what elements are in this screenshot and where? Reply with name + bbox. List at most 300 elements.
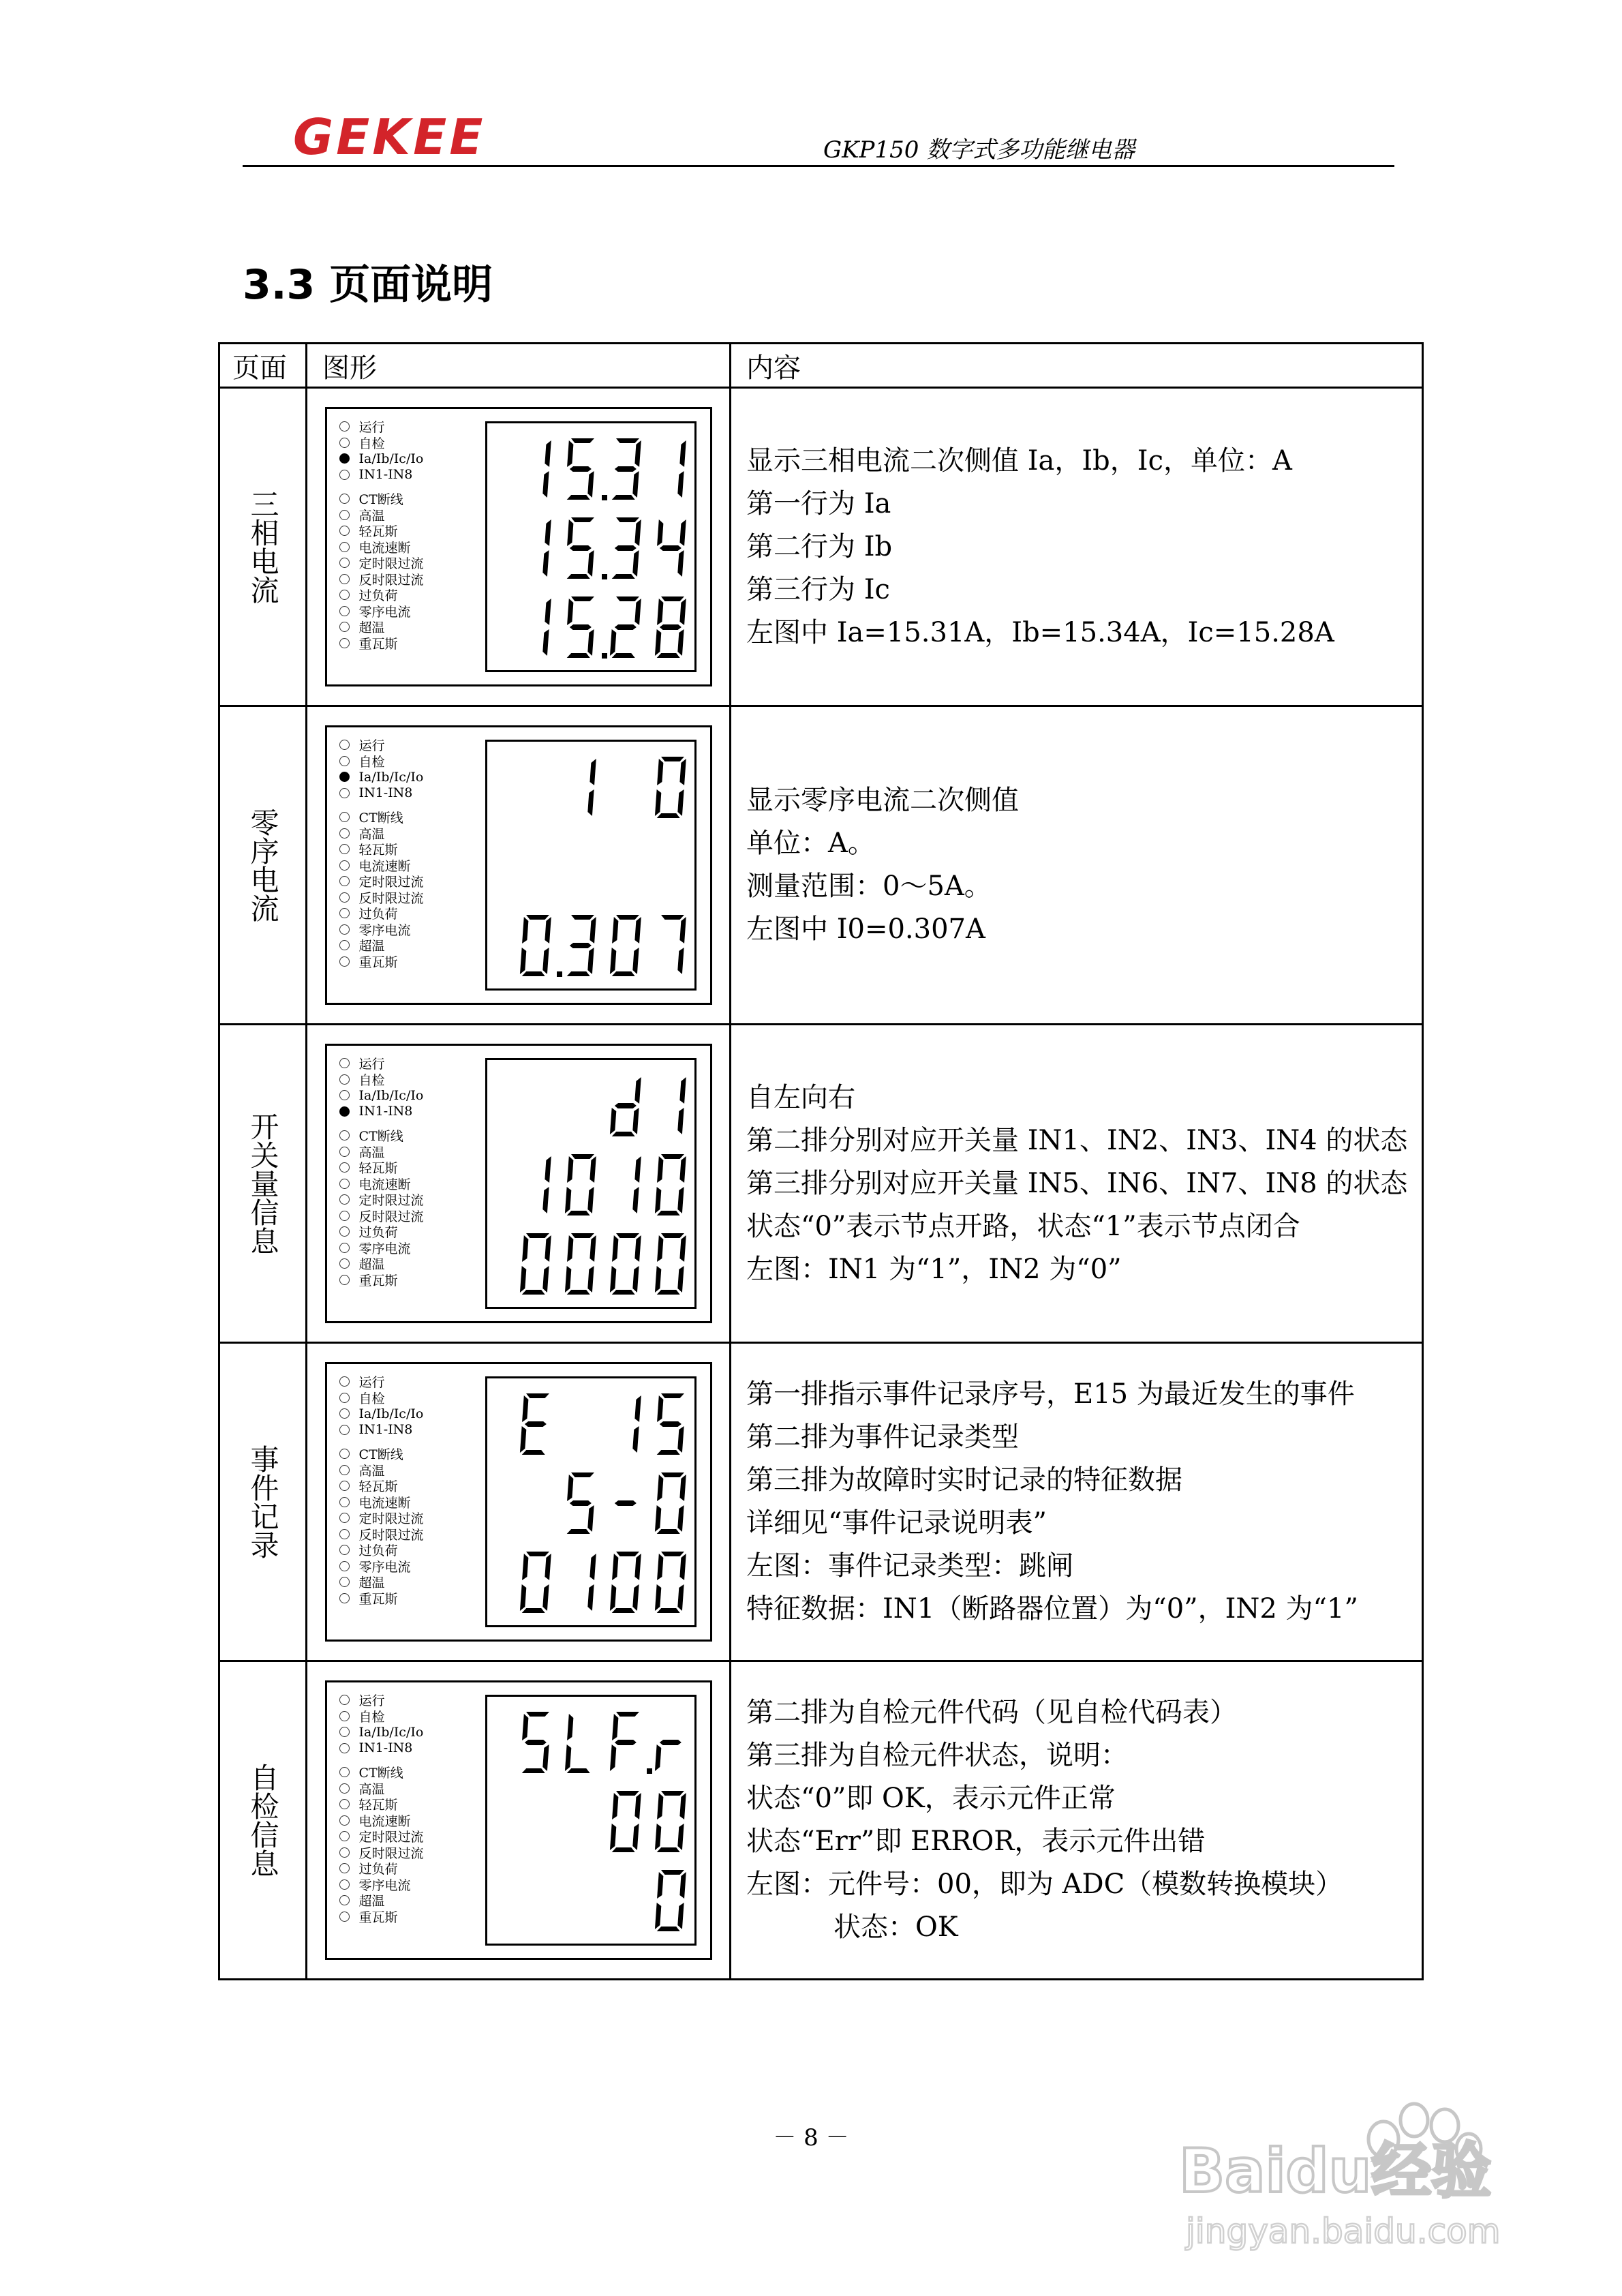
lcd-segment	[525, 1233, 549, 1238]
indicator-led	[339, 435, 469, 451]
lcd-digit	[609, 1791, 641, 1852]
led-off-icon	[339, 1577, 350, 1587]
lcd-segment	[679, 1554, 686, 1580]
lcd-segment	[525, 1552, 549, 1556]
lcd-segment	[634, 1395, 641, 1422]
led-label: 自检	[358, 1072, 385, 1088]
led-off-icon	[339, 1465, 350, 1475]
content-line: 第二排分别对应开关量 IN1、IN2、IN3、IN4 的状态	[746, 1124, 1408, 1156]
indicator-led	[339, 1446, 469, 1462]
content-cell	[731, 388, 1423, 706]
lcd-segment	[634, 1793, 641, 1819]
indicator-led	[339, 1845, 469, 1861]
indicator-led	[339, 1740, 469, 1757]
lcd-segment	[545, 519, 551, 546]
lcd-segment	[632, 1426, 639, 1453]
lcd-segment	[657, 1872, 664, 1899]
led-off-icon	[339, 756, 350, 766]
lcd-segment	[542, 550, 549, 577]
content-line: 显示三相电流二次侧值 Ia，Ib，Ic，单位：A	[746, 444, 1292, 477]
lcd-segment	[679, 1077, 686, 1104]
indicator-led	[339, 954, 469, 970]
led-off-icon	[339, 1058, 350, 1068]
led-label: 电流速断	[358, 1177, 411, 1192]
lcd-digit	[677, 1077, 686, 1134]
lcd-segment	[615, 1233, 639, 1238]
page-name: 零序电流	[246, 808, 280, 922]
led-label: 零序电流	[358, 1241, 411, 1256]
led-off-icon	[339, 526, 350, 536]
led-off-icon	[339, 828, 350, 839]
column-header-figure: 图形	[307, 344, 731, 388]
lcd-segment	[677, 1108, 684, 1134]
lcd-display	[485, 1376, 697, 1627]
lcd-digit	[519, 1393, 549, 1455]
lcd-segment	[542, 1584, 549, 1611]
lcd-segment	[521, 1768, 545, 1773]
lcd-segment	[632, 550, 639, 577]
lcd-segment	[612, 1554, 619, 1580]
led-off-icon	[339, 494, 350, 504]
indicator-led	[339, 1510, 469, 1526]
indicator-led	[339, 841, 469, 858]
indicator-led	[339, 603, 469, 620]
brand-text: GEKEE	[293, 109, 486, 164]
led-off-icon	[339, 788, 350, 798]
lcd-digit	[519, 1712, 551, 1773]
indicator-led	[339, 826, 469, 842]
led-label: 定时限过流	[358, 875, 424, 890]
led-off-icon	[339, 1449, 350, 1459]
lcd-segment	[611, 574, 634, 579]
lcd-segment	[679, 519, 686, 546]
indicator-led	[339, 507, 469, 524]
indicator-led	[339, 491, 469, 507]
lcd-segment	[519, 1426, 526, 1453]
lcd-segment	[634, 440, 641, 467]
lcd-segment	[569, 545, 592, 551]
led-off-icon	[339, 1497, 350, 1507]
lcd-segment	[570, 596, 594, 601]
led-off-icon	[339, 574, 350, 584]
lcd-segment	[522, 1714, 529, 1740]
led-label: 零序电流	[358, 604, 411, 620]
indicator-led	[339, 1478, 469, 1494]
indicator-led	[339, 785, 469, 802]
lcd-segment	[525, 915, 549, 920]
indicator-led	[339, 1813, 469, 1829]
lcd-segment	[660, 1472, 684, 1477]
lcd-segment	[570, 1233, 594, 1238]
lcd-segment	[615, 1791, 639, 1796]
lcd-segment	[521, 971, 545, 976]
led-label: 高温	[358, 1781, 385, 1797]
lcd-segment	[545, 1235, 551, 1262]
lcd-segments	[487, 423, 694, 670]
led-label: 高温	[358, 1463, 385, 1479]
indicator-led	[339, 1374, 469, 1390]
lcd-segment	[654, 1824, 661, 1850]
indicator-led	[339, 1390, 469, 1406]
lcd-digit	[519, 915, 551, 976]
lcd-segment	[542, 1266, 549, 1293]
lcd-segment	[545, 1156, 551, 1183]
lcd-decimal-point	[602, 653, 607, 659]
lcd-digit	[519, 1233, 551, 1295]
led-off-icon	[339, 1258, 350, 1269]
lcd-segment	[654, 1744, 661, 1771]
led-off-icon	[339, 638, 350, 648]
indicator-led	[339, 873, 469, 890]
lcd-digit	[654, 757, 686, 818]
led-off-icon	[339, 1147, 350, 1157]
content-line: 第三排分别对应开关量 IN5、IN6、IN7、IN8 的状态	[746, 1167, 1408, 1199]
lcd-segment	[677, 471, 684, 498]
led-label: 运行	[358, 1057, 385, 1072]
lcd-digit	[654, 1791, 686, 1852]
led-label: IN1-IN8	[358, 1422, 413, 1438]
lcd-segment	[660, 1791, 684, 1796]
lcd-segment	[545, 599, 551, 625]
led-off-icon	[339, 1226, 350, 1237]
lcd-segment	[657, 1156, 664, 1183]
lcd-segment	[615, 1712, 639, 1717]
led-label: 轻瓦斯	[358, 1161, 398, 1177]
baidu-watermark	[1159, 2072, 1540, 2256]
led-label: 反时限过流	[358, 572, 424, 588]
lcd-digit	[542, 440, 551, 498]
lcd-segment	[569, 943, 592, 948]
indicator-led	[339, 1055, 469, 1072]
led-label: CT断线	[358, 1129, 403, 1145]
lcd-segment	[566, 574, 590, 579]
indicator-led	[339, 1781, 469, 1797]
led-label: 过负荷	[358, 588, 398, 604]
indicator-led	[339, 467, 469, 483]
led-off-icon	[339, 1211, 350, 1221]
indicator-led	[339, 1892, 469, 1909]
lcd-segment	[611, 495, 634, 500]
led-off-icon	[339, 438, 350, 448]
lcd-segment	[587, 1266, 594, 1293]
led-off-icon	[339, 924, 350, 935]
led-label: 零序电流	[358, 1559, 411, 1575]
lcd-segment	[656, 813, 679, 818]
column-header-content: 内容	[731, 344, 1423, 388]
lcd-segment	[660, 1233, 684, 1238]
lcd-digit	[519, 1552, 551, 1613]
lcd-segment	[612, 1714, 619, 1740]
page-name-cell	[219, 1661, 307, 1980]
led-off-icon	[339, 510, 350, 520]
led-off-icon	[339, 1863, 350, 1873]
led-label: CT断线	[358, 811, 403, 826]
content-line: 第三行为 Ic	[746, 573, 890, 605]
indicator-led	[339, 1422, 469, 1438]
lcd-segment	[611, 1847, 634, 1852]
lcd-digit	[566, 915, 596, 976]
page-name-cell	[219, 706, 307, 1025]
lcd-segment	[614, 1103, 637, 1108]
content-line: 第三排为故障时实时记录的特征数据	[746, 1464, 1182, 1496]
lcd-segment	[654, 1266, 661, 1293]
led-on-icon	[339, 772, 350, 782]
lcd-segment	[660, 596, 684, 601]
lcd-segment	[679, 1793, 686, 1819]
lcd-digit	[654, 1233, 686, 1295]
led-on-icon	[339, 453, 350, 464]
led-off-icon	[339, 421, 350, 432]
led-label: 定时限过流	[358, 1830, 424, 1845]
lcd-segment	[657, 1475, 664, 1501]
lcd-segment	[634, 1077, 641, 1104]
led-label: CT断线	[358, 1447, 403, 1463]
lcd-digit	[632, 1156, 641, 1213]
lcd-segment	[679, 1475, 686, 1501]
lcd-segment	[654, 789, 661, 816]
lcd-segment	[522, 1235, 529, 1262]
lcd-segment	[677, 1824, 684, 1850]
led-label: 过负荷	[358, 1225, 398, 1241]
lcd-segment	[545, 917, 551, 943]
lcd-segment	[542, 471, 549, 498]
lcd-segment	[564, 1266, 571, 1293]
content-line: 详细见“事件记录说明表”	[746, 1507, 1047, 1539]
page-description-table	[218, 342, 1424, 1980]
table-row	[219, 706, 1423, 1025]
led-label: 运行	[358, 1375, 385, 1391]
section-title: 3.3 页面说明	[243, 261, 493, 309]
led-label: 超温	[358, 1894, 385, 1909]
lcd-segment	[677, 1505, 684, 1532]
led-off-icon	[339, 590, 350, 600]
led-label: 高温	[358, 1145, 385, 1160]
lcd-decimal-point	[557, 971, 562, 977]
led-label: 超温	[358, 1575, 385, 1591]
indicator-led	[339, 737, 469, 753]
indicator-led	[339, 1208, 469, 1224]
lcd-segment	[522, 917, 529, 943]
indicator-led	[339, 1909, 469, 1925]
lcd-segment	[659, 545, 682, 551]
indicator-led	[339, 937, 469, 954]
figure-cell	[307, 388, 731, 706]
led-label: Ia/Ib/Ic/Io	[358, 769, 424, 785]
lcd-segment	[521, 1290, 545, 1295]
lcd-segment	[654, 1505, 661, 1532]
led-label: 运行	[358, 1693, 385, 1709]
indicator-led	[339, 1272, 469, 1288]
watermark-url: jingyan.baidu.com	[1186, 2211, 1501, 2251]
lcd-digit	[564, 1472, 596, 1534]
led-label: 过负荷	[358, 1543, 398, 1559]
lcd-segment	[660, 1870, 684, 1875]
lcd-segment	[522, 1554, 529, 1580]
lcd-segment	[590, 917, 596, 943]
lcd-segment	[660, 1552, 684, 1556]
relay-front-panel	[325, 1362, 712, 1642]
page-name: 三相电流	[246, 489, 280, 604]
content-line: 第一排指示事件记录序号，E15 为最近发生的事件	[746, 1378, 1355, 1410]
lcd-segment	[522, 1395, 529, 1422]
lcd-segment	[566, 1529, 590, 1534]
lcd-digit	[587, 759, 596, 816]
lcd-segment	[657, 519, 664, 546]
led-label: Ia/Ib/Ic/Io	[358, 1724, 424, 1740]
lcd-segment	[657, 1235, 664, 1262]
indicator-led	[339, 1176, 469, 1192]
lcd-segment	[612, 917, 619, 943]
indicator-led	[339, 922, 469, 938]
lcd-segment	[634, 1554, 641, 1580]
led-label: 重瓦斯	[358, 954, 398, 970]
led-label: 轻瓦斯	[358, 524, 398, 540]
relay-front-panel	[325, 1680, 712, 1960]
lcd-segment	[660, 757, 684, 761]
content-line: 状态：OK	[833, 1912, 958, 1943]
led-label: 轻瓦斯	[358, 843, 398, 858]
led-off-icon	[339, 956, 350, 967]
lcd-segments	[487, 1378, 694, 1625]
lcd-digit	[542, 1156, 551, 1213]
led-off-icon	[339, 1162, 350, 1173]
page-name: 开关量信息	[246, 1112, 280, 1255]
led-label: 反时限过流	[358, 1209, 424, 1224]
indicator-led	[339, 858, 469, 874]
led-label: IN1-IN8	[358, 1740, 413, 1756]
lcd-segment	[542, 1744, 549, 1771]
relay-front-panel	[325, 1044, 712, 1323]
led-label: CT断线	[358, 1766, 403, 1781]
indicator-led	[339, 451, 469, 467]
led-off-icon	[339, 740, 350, 750]
lcd-digit	[564, 1714, 594, 1773]
page-number: － 8 －	[773, 2124, 849, 2151]
page-name-cell	[219, 388, 307, 706]
lcd-segment	[587, 629, 594, 656]
led-label: 重瓦斯	[358, 1909, 398, 1925]
indicator-led	[339, 1796, 469, 1813]
lcd-decimal-point	[602, 574, 607, 579]
led-off-icon	[339, 1831, 350, 1841]
lcd-segment	[632, 1824, 639, 1850]
led-off-icon	[339, 1529, 350, 1539]
lcd-segment	[521, 1608, 545, 1613]
lcd-segment	[634, 917, 641, 943]
led-label: 零序电流	[358, 1877, 411, 1893]
indicator-led	[339, 555, 469, 571]
table-row	[219, 1025, 1423, 1343]
lcd-segment	[570, 1154, 594, 1159]
lcd-digit	[609, 1077, 641, 1136]
lcd-segment	[657, 1395, 664, 1422]
lcd-digit	[609, 915, 641, 976]
lcd-digit	[654, 1472, 686, 1534]
lcd-digit	[654, 1740, 681, 1771]
led-off-icon	[339, 1912, 350, 1922]
lcd-segment	[524, 1421, 547, 1427]
lcd-digit	[614, 1500, 637, 1506]
lcd-segment	[677, 1187, 684, 1213]
lcd-segment	[615, 915, 639, 920]
led-label: 过负荷	[358, 1862, 398, 1877]
indicator-led	[339, 1072, 469, 1088]
figure-cell	[307, 1343, 731, 1661]
content-line: 单位：A。	[746, 828, 875, 859]
led-off-icon	[339, 1090, 350, 1100]
lcd-segment	[524, 1740, 547, 1745]
lcd-segment	[656, 653, 679, 658]
lcd-segment	[614, 466, 637, 472]
content-line: 第二排为事件记录类型	[746, 1421, 1019, 1453]
led-off-icon	[339, 1783, 350, 1794]
lcd-segment	[657, 599, 664, 625]
led-label: 定时限过流	[358, 1511, 424, 1527]
column-header-page: 页面	[219, 344, 307, 388]
led-off-icon	[339, 1799, 350, 1809]
lcd-segment	[660, 1393, 684, 1398]
lcd-segment	[545, 440, 551, 467]
lcd-digit	[609, 596, 641, 658]
content-line: 显示零序电流二次侧值	[746, 785, 1019, 816]
led-label: 零序电流	[358, 922, 411, 938]
lcd-segment	[521, 1450, 545, 1455]
lcd-segment	[654, 1187, 661, 1213]
indicator-led	[339, 1708, 469, 1725]
indicator-led	[339, 635, 469, 652]
led-label: 运行	[358, 420, 385, 436]
led-off-icon	[339, 812, 350, 822]
lcd-digit	[654, 1870, 686, 1931]
indicator-led-list	[339, 1374, 469, 1606]
watermark-brand: Baidu经验	[1179, 2136, 1492, 2206]
lcd-segment	[564, 1187, 571, 1213]
lcd-segment	[590, 1156, 596, 1183]
lcd-segment	[590, 759, 596, 785]
led-off-icon	[339, 1194, 350, 1205]
led-off-icon	[339, 1879, 350, 1890]
indicator-led	[339, 1224, 469, 1240]
lcd-segment	[656, 1290, 679, 1295]
table-row	[219, 1343, 1423, 1661]
led-off-icon	[339, 1743, 350, 1753]
lcd-segment	[611, 1608, 634, 1613]
lcd-digit	[611, 438, 641, 500]
indicator-led	[339, 1406, 469, 1422]
lcd-segment	[677, 550, 684, 577]
lcd-segment	[632, 471, 639, 498]
lcd-segment	[542, 629, 549, 656]
lcd-digit	[564, 438, 596, 500]
indicator-led	[339, 1128, 469, 1144]
lcd-segment	[519, 948, 526, 974]
lcd-segment	[566, 971, 590, 976]
lcd-segment	[566, 1768, 590, 1773]
lcd-decimal-point	[647, 1768, 652, 1774]
led-off-icon	[339, 1179, 350, 1189]
paw-toe-icon	[1401, 2104, 1428, 2136]
content-line: 左图中 I0=0.307A	[746, 913, 985, 945]
led-off-icon	[339, 860, 350, 871]
lcd-digit	[654, 1552, 686, 1613]
lcd-segment	[612, 1235, 619, 1262]
lcd-segment	[566, 1211, 590, 1215]
lcd-segment	[567, 1235, 574, 1262]
header-rule	[243, 165, 1394, 167]
lcd-segment	[609, 1584, 616, 1611]
lcd-segment	[609, 1108, 616, 1134]
led-off-icon	[339, 558, 350, 568]
